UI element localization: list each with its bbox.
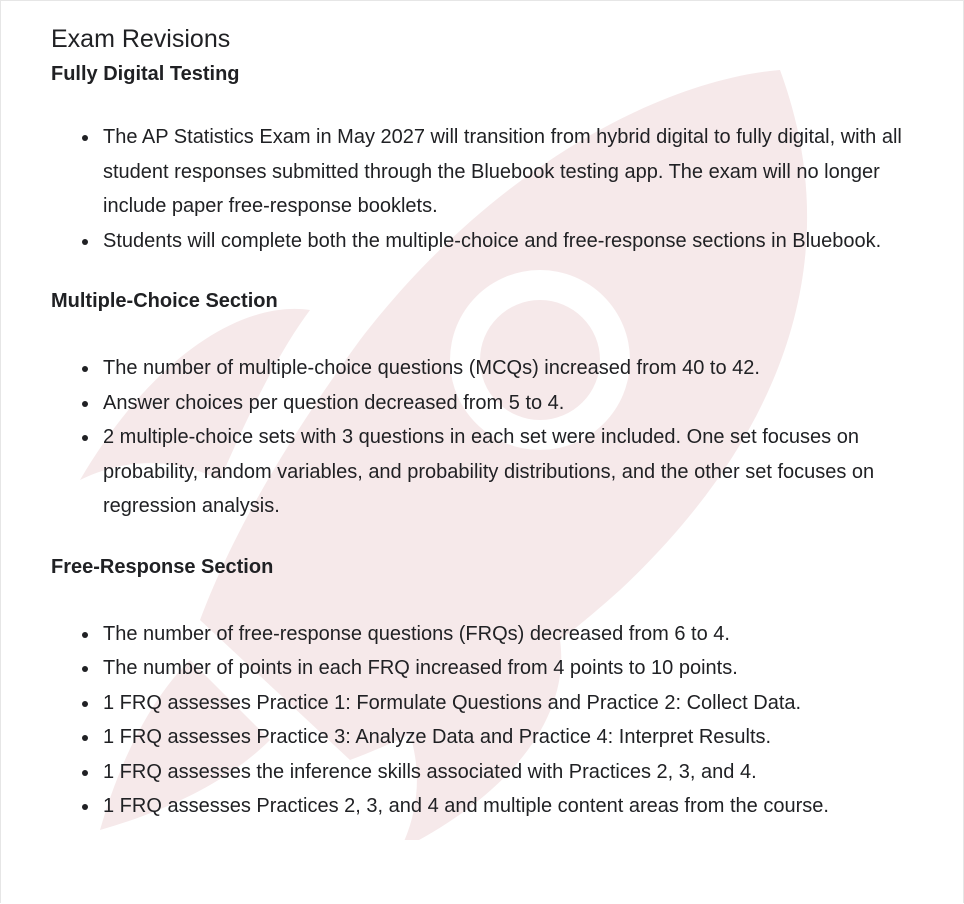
- list-item: 2 multiple-choice sets with 3 questions in each set were included. One set focuses on probability, random variables, and probability distributions, and the other set focuses on regression analysis.: [51, 420, 941, 524]
- list-item: 1 FRQ assesses Practice 3: Analyze Data and Practice 4: Interpret Results.: [51, 720, 941, 755]
- list-item: Answer choices per question decreased from 5 to 4.: [51, 386, 941, 421]
- exam-revisions-content: [51, 22, 941, 824]
- list-item: The number of free-response questions (FRQs) decreased from 6 to 4.: [51, 617, 941, 652]
- section-heading-fully-digital-testing: Fully Digital Testing: [51, 63, 240, 85]
- section-heading-multiple-choice: Multiple-Choice Section: [51, 290, 278, 312]
- list-item: The AP Statistics Exam in May 2027 will transition from hybrid digital to fully digital, with all student responses submitted through the Bluebook testing app. The exam will no longer include paper free-response booklets.: [51, 120, 941, 224]
- list-item: Students will complete both the multiple-choice and free-response sections in Bluebook.: [51, 224, 941, 259]
- multiple-choice-list: [51, 351, 941, 524]
- fully-digital-testing-list: [51, 120, 941, 258]
- list-item: 1 FRQ assesses the inference skills associated with Practices 2, 3, and 4.: [51, 755, 941, 790]
- list-item: 1 FRQ assesses Practices 2, 3, and 4 and multiple content areas from the course.: [51, 789, 941, 824]
- list-item: The number of points in each FRQ increased from 4 points to 10 points.: [51, 651, 941, 686]
- section-heading-free-response: Free-Response Section: [51, 555, 274, 578]
- list-item: The number of multiple-choice questions (MCQs) increased from 40 to 42.: [51, 351, 941, 386]
- page-title: Exam Revisions: [51, 25, 231, 53]
- list-item: 1 FRQ assesses Practice 1: Formulate Questions and Practice 2: Collect Data.: [51, 686, 941, 721]
- free-response-list: [51, 617, 941, 824]
